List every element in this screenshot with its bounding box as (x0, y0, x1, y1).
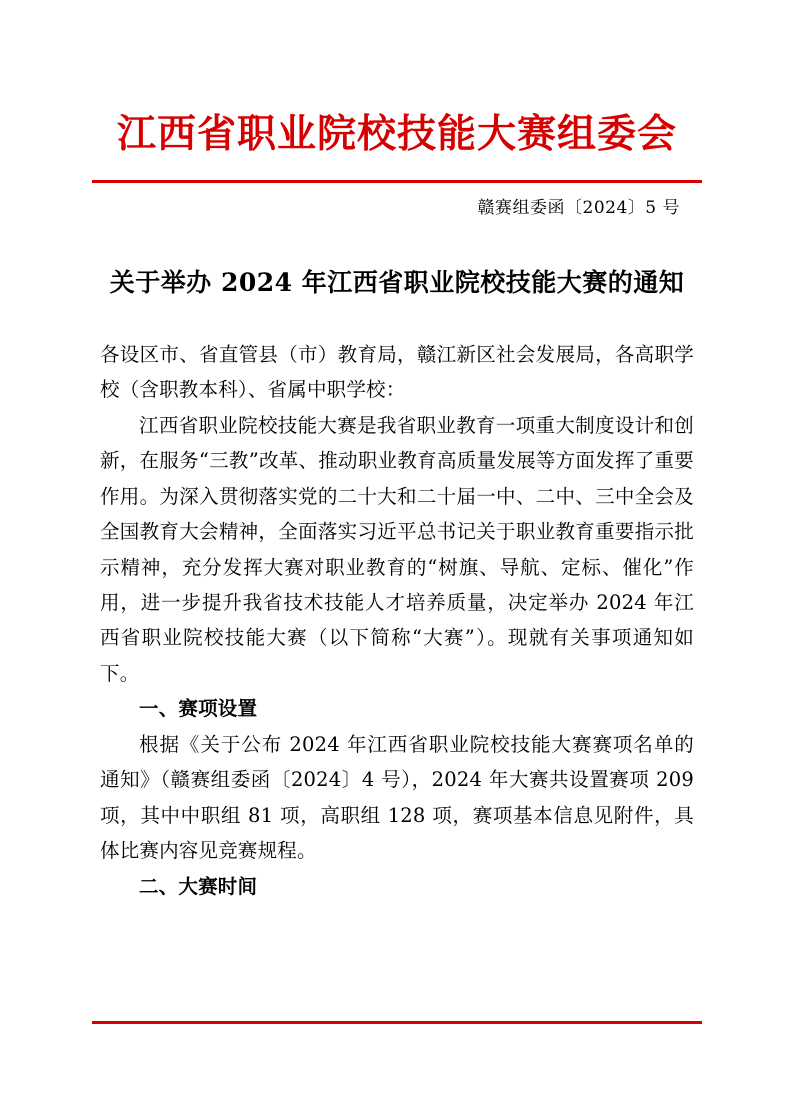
document-number: 赣赛组委函〔2024〕5 号 (477, 197, 680, 218)
section-body-1: 根据《关于公布 2024 年江西省职业院校技能大赛赛项名单的通知》（赣赛组委函〔2024〕4 号），2024 年大赛共设置赛项 209 项，其中中职组 81 项，高职组 128 项，赛项基本信息见附件，具体比赛内容见竞赛规程。 (100, 732, 694, 863)
page-title: 关于举办 2024 年江西省职业院校技能大赛的通知 (109, 267, 685, 297)
body-paragraph-1: 江西省职业院校技能大赛是我省职业教育一项重大制度设计和创新，在服务“三教”改革、推动职业教育高质量发展等方面发挥了重要作用。为深入贯彻落实党的二十大和二十届一中、二中、三中全会及全国教育大会精神，全面落实习近平总书记关于职业教育重要指示批示精神，充分发挥大赛对职业教育的“树旗、导航、定标、催化”作用，进一步提升我省技术技能人才培养质量，决定举办 2024 年江西省职业院校技能大赛（以下简称“大赛”）。现就有关事项通知如下。 (100, 413, 694, 685)
recipients-line: 各设区市、省直管县（市）教育局，赣江新区社会发展局，各高职学校（含职教本科）、省属中职学校： (100, 342, 694, 402)
section-heading-2: 二、大赛时间 (139, 874, 258, 898)
section-heading-1: 一、赛项设置 (139, 697, 258, 721)
masthead (100, 112, 694, 157)
header-red-rule (92, 180, 702, 183)
issuing-organization-title: 江西省职业院校技能大赛组委会 (116, 111, 677, 157)
document-body (100, 337, 694, 905)
footer-red-rule (92, 1021, 702, 1024)
